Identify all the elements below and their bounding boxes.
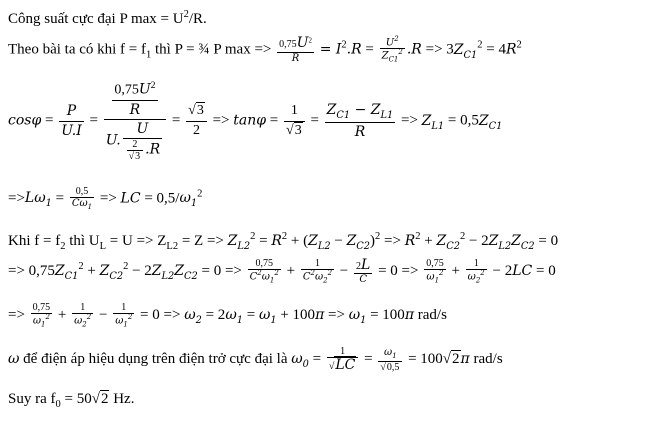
line-4: $=>L\omega_1$ = $\frac{0,5}{C\omega_1}$ => LC = $0,5/\omega_1^2$ (8, 186, 203, 211)
line-6: => $0,75Z_{C1}^2 + Z_{C2}^2 - 2Z_{L2}Z_{C2} = 0$ => $\frac{0,75}{C^2\omega_1^2}$ + $\frac{1}{C^2\omega_2^2}$ − $\frac{2L}{C}$ = 0 => $\frac{0,75}{\omega_1^2}$ + $\frac{1}{\omega_2^2}$ − 2LC = 0 (8, 257, 556, 286)
line-1: Công suất cực đại P $\max = U^2/R$. (8, 9, 207, 27)
line-8: ω để điện áp hiệu dụng trên điện trở cực đại là $\omega_0$ = $\frac{1}{√LC}$ = $\frac{\omega_1}{√0,5}$ = 100√2π rad/s (8, 346, 503, 373)
line-7: => $\frac{0,75}{\omega_1^2}$ + $\frac{1}{\omega_2^2}$ − $\frac{1}{\omega_1^2}$ = $0 => \omega_2 = 2\omega_1 = \omega_1 + 100\pi => \omega_1 = 100\pi$ rad/s (8, 302, 447, 329)
line-5: Khi $f = f_2$ thì $U_L = U => Z_{L2} = Z => Z_{L2}^2 = R^2 + (Z_{L2} - Z_{C2})^2 => R^2 + Z_{C2}^2 - 2Z_{L2}Z_{C2} = 0$ (8, 231, 559, 252)
line-9: Suy ra $f_0 = 50√2$ Hz. (8, 391, 135, 410)
fraction: $\frac{0,75U^2}{R}$ (279, 35, 312, 64)
line-3: cosφ = $\frac{P}{U.I}$ = $\frac{0,75U^2}{R}$ U. U $\frac{2}{√3}$ .R = $\frac{√3}{2}$ => tanφ = $\frac{1}{√3}$ = $\frac{Z_{C1} - Z_{L1}}{R}$ => $Z_{L1} = 0,5Z_{C1}$ (8, 80, 503, 163)
line-2: Theo bài ta có khi $f = f_1$ thì P = ¾ P max => $\frac{0,75U^2}{R}$ = $I^2.R$ = $\frac{U^2}{Z_{C1}^2}$ $.R => 3Z_{C1}^2 = 4R^2$ (8, 35, 522, 64)
fraction: $\frac{U^2}{Z_{C1}^2}$ (381, 35, 403, 64)
